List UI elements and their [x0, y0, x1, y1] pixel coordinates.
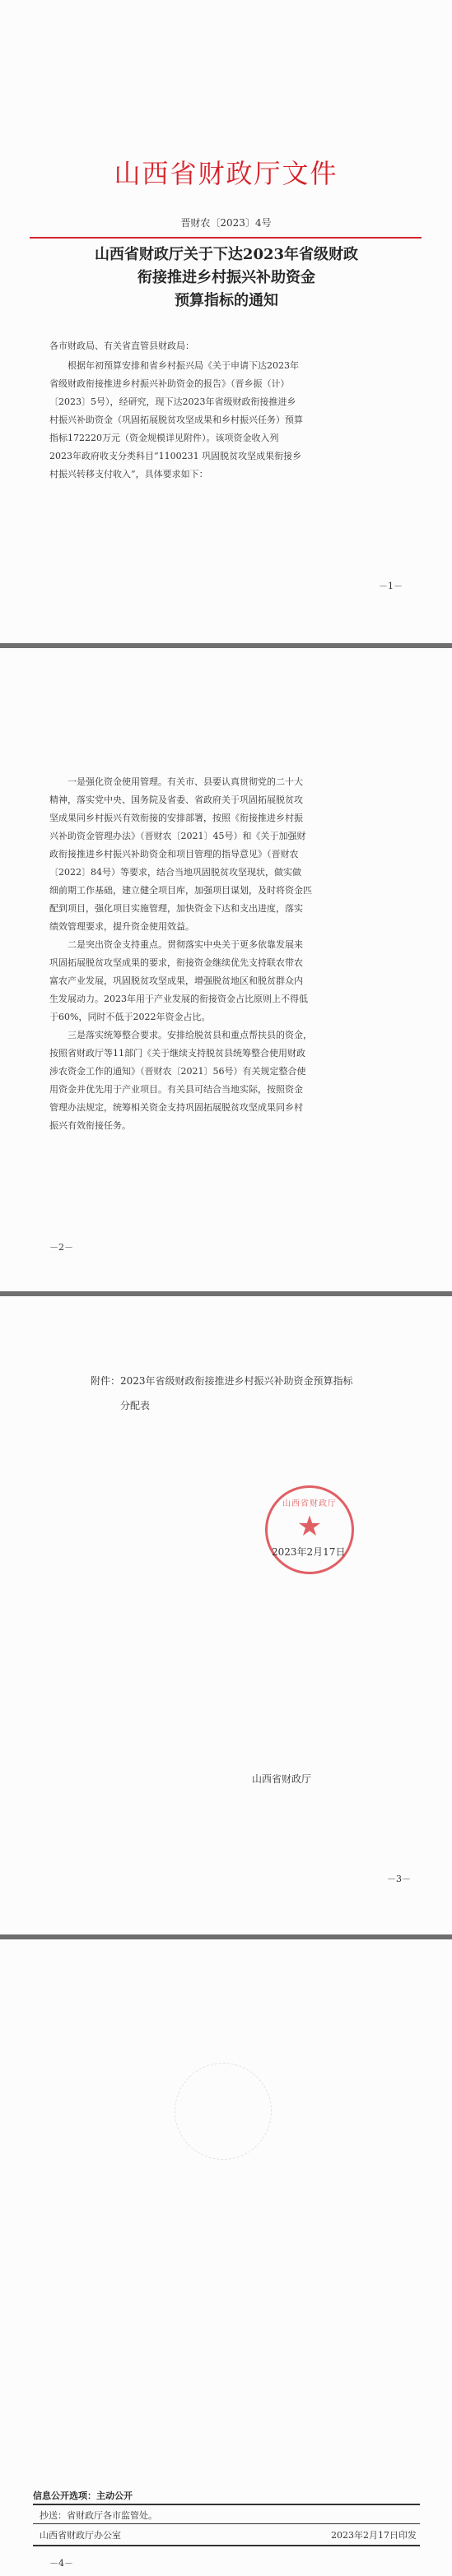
page-number: －2－: [49, 1242, 73, 1253]
body-line: 用资金并优先用于产业项目。有关县可结合当地实际，按照资金: [49, 1084, 303, 1095]
seal-arc-text: 山西省财政厅: [282, 1499, 337, 1508]
body-line: 〔2023〕5号），经研究，现下达2023年省级财政衔接推进乡: [49, 396, 296, 407]
signing-date: 2023年2月17日: [272, 1546, 346, 1558]
body-line: 省级财政衔接推进乡村振兴补助资金的报告》（晋乡振（计）: [49, 378, 290, 389]
body-line: 巩固拓展脱贫攻坚成果的要求，衔接资金继续优先支持联农带农: [49, 957, 303, 968]
footer-rule-top: [33, 2504, 420, 2505]
body-line: 振兴有效衔接任务。: [49, 1120, 131, 1131]
body-line: 村振兴转移支付收入”，具体要求如下：: [49, 469, 208, 480]
issue-date: 2023年2月17日印发: [331, 2530, 417, 2541]
body-line: 指标172220万元（资金规模详见附件）。该项资金收入列: [49, 433, 279, 443]
body-line: 细前期工作基础，建立健全项目库，加强项目谋划，及时将资金匹: [49, 885, 312, 896]
seal-caption: 山西省财政厅: [252, 1773, 312, 1785]
seal-star-icon: ★: [296, 1510, 323, 1543]
document-header-title: 山西省财政厅文件: [114, 158, 338, 189]
faint-seal-impression: [175, 2063, 272, 2160]
page-number: －3－: [387, 1874, 411, 1884]
disclosure-option: 信息公开选项：主动公开: [33, 2490, 133, 2501]
page-4: [0, 1939, 452, 2576]
body-line: 兴补助资金管理办法》（晋财农〔2021〕45号）和《关于加强财: [49, 831, 306, 841]
page-3: [0, 1296, 452, 1934]
page-number: －4－: [49, 2558, 73, 2569]
body-line: 2023年政府收支分类科目“1100231 巩固脱贫攻坚成果衔接乡: [49, 451, 302, 461]
body-paragraph-2: [49, 936, 412, 1026]
body-line: 生发展动力。2023年用于产业发展的衔接资金占比原则上不得低: [49, 994, 308, 1004]
body-line: 一是强化资金使用管理。有关市、县要认真贯彻党的二十大: [68, 776, 303, 787]
body-paragraph-1: [49, 773, 412, 936]
body-line: 二是突出资金支持重点。贯彻落实中央关于更多依靠发展来: [68, 939, 303, 950]
document-title: [49, 243, 403, 313]
header-red-divider: [30, 237, 422, 239]
footer-rule-middle: [33, 2523, 420, 2524]
issuing-office: 山西省财政厅办公室: [40, 2530, 121, 2541]
body-line: 〔2022〕84号）等要求，结合当地巩固脱贫攻坚现状，做实做: [49, 867, 301, 878]
footer-rule-bottom: [33, 2545, 420, 2546]
body-line: 坚成果同乡村振兴有效衔接的安排部署，按照《衔接推进乡村振: [49, 813, 303, 823]
title-line-3: 预算指标的通知: [175, 292, 278, 309]
body-line: 于60%，同时不低于2022年资金占比。: [49, 1012, 211, 1022]
body-paragraph-3: [49, 1026, 412, 1135]
cc-line: 抄送：省财政厅各市监管处。: [40, 2510, 157, 2521]
attachment-note: [91, 1369, 412, 1418]
body-line: 涉农资金工作的通知》（晋财农〔2021〕56号）有关规定整合使: [49, 1066, 306, 1077]
document-number: 晋财农〔2023〕4号: [180, 217, 272, 229]
body-line: 村振兴补助资金（巩固拓展脱贫攻坚成果和乡村振兴任务）预算: [49, 415, 303, 425]
body-line: 管理办法规定，统筹相关资金支持巩固拓展脱贫攻坚成果同乡村: [49, 1102, 303, 1113]
official-red-seal: [265, 1485, 354, 1574]
body-line: 精神，落实党中央、国务院及省委、省政府关于巩固拓展脱贫攻: [49, 795, 303, 805]
body-line: 富农产业发展，巩固脱贫攻坚成果，增强脱贫地区和脱贫群众内: [49, 975, 303, 986]
title-line-2: 衔接推进乡村振兴补助资金: [137, 269, 315, 286]
title-line-1: 山西省财政厅关于下达2023年省级财政: [94, 246, 359, 263]
body-line: 根据年初预算安排和省乡村振兴局《关于申请下达2023年: [68, 360, 299, 371]
body-line: 配到项目，强化项目实施管理，加快资金下达和支出进度，落实: [49, 903, 303, 914]
body-paragraph: [49, 357, 412, 484]
body-line: 三是落实统筹整合要求。安排给脱贫县和重点帮扶县的资金，: [68, 1030, 312, 1040]
addressee: 各市财政局、有关省直管县财政局：: [49, 341, 194, 351]
attachment-line: 分配表: [120, 1400, 151, 1411]
body-line: 政衔接推进乡村振兴补助资金和项目管理的指导意见》（晋财农: [49, 849, 299, 859]
body-line: 按照省财政厅等11部门《关于继续支持脱贫县统筹整合使用财政: [49, 1048, 305, 1059]
attachment-line: 附件：2023年省级财政衔接推进乡村振兴补助资金预算指标: [91, 1375, 353, 1387]
body-line: 绩效管理要求，提升资金使用效益。: [49, 921, 194, 932]
page-2: [0, 648, 452, 1291]
page-number: －1－: [379, 581, 403, 591]
page-1: [0, 0, 452, 643]
